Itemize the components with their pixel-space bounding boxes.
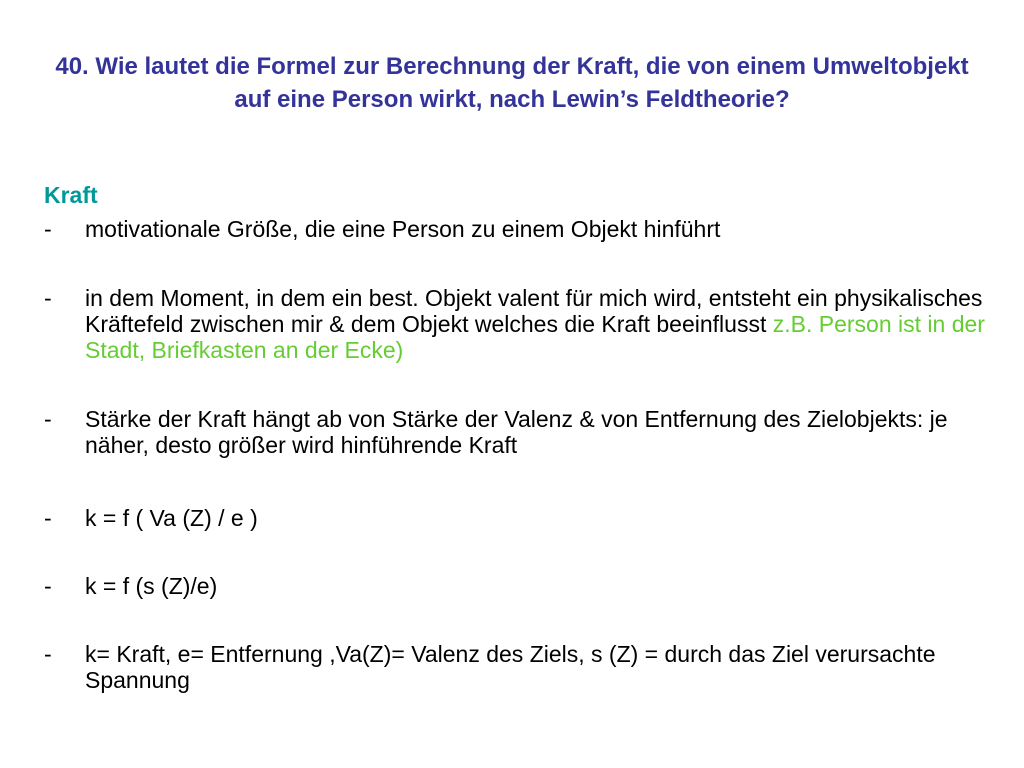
bullet-text-group bbox=[85, 285, 1004, 363]
bullet-dash: - bbox=[44, 641, 52, 667]
bullet-item-formula-spannung bbox=[44, 573, 1004, 599]
example-text: z.B. Person ist in der Stadt, Briefkasten an der Ecke) bbox=[85, 311, 985, 363]
bullet-text: Stärke der Kraft hängt ab von Stärke der Valenz & von Entfernung des Zielobjekts: je näher, desto größer wird hinführende Kraft bbox=[85, 406, 948, 458]
bullet-text: motivationale Größe, die eine Person zu einem Objekt hinführt bbox=[85, 216, 721, 242]
bullet-dash: - bbox=[44, 285, 52, 311]
bullet-item-staerke bbox=[44, 406, 1004, 458]
bullet-dash: - bbox=[44, 406, 52, 432]
slide-title: 40. Wie lautet die Formel zur Berechnung der Kraft, die von einem Umweltobjekt auf eine Person wirkt, nach Lewin’s Feldtheorie? bbox=[55, 53, 969, 113]
bullet-dash: - bbox=[44, 573, 52, 599]
bullet-dash: - bbox=[44, 505, 52, 531]
bullet-item-kraeftefeld bbox=[44, 285, 1004, 363]
bullet-item-legend bbox=[44, 641, 1004, 693]
bullet-text: k= Kraft, e= Entfernung ,Va(Z)= Valenz des Ziels, s (Z) = durch das Ziel verursachte Spannung bbox=[85, 641, 936, 693]
formula-text: k = f ( Va (Z) / e ) bbox=[85, 505, 258, 531]
bullet-item-definition bbox=[44, 216, 1004, 242]
bullet-dash: - bbox=[44, 216, 52, 242]
section-heading-kraft: Kraft bbox=[44, 182, 98, 208]
bullet-text: in dem Moment, in dem ein best. Objekt valent für mich wird, entsteht ein physikalisches Kräftefeld zwischen mir & dem Objekt welches die Kraft beeinflusst bbox=[85, 285, 983, 337]
bullet-item-formula-valenz bbox=[44, 505, 1004, 531]
formula-text: k = f (s (Z)/e) bbox=[85, 573, 218, 599]
